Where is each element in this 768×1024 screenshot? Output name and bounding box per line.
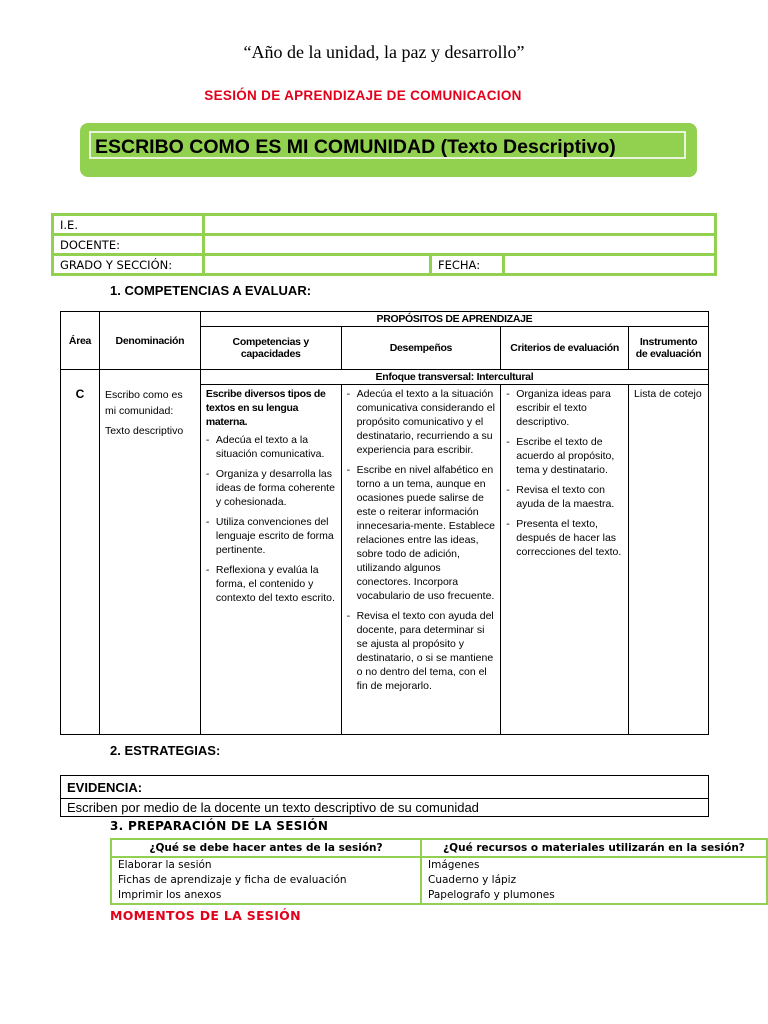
instrumento-value: Lista de cotejo [629, 385, 709, 735]
moments-title: MOMENTOS DE LA SESIÓN [110, 908, 301, 923]
prep-col1-header: ¿Qué se debe hacer antes de la sesión? [111, 839, 421, 857]
fecha-label: FECHA: [431, 255, 504, 275]
competencia-title: Escribe diversos tipos de textos en su lengua materna. [205, 388, 326, 428]
banner-title: ESCRIBO COMO ES MI COMUNIDAD (Texto Descriptivo) [89, 131, 686, 159]
denominacion-line-1: Escribo como es mi comunidad: [104, 388, 183, 417]
header-propositos: PROPÓSITOS DE APRENDIZAJE [200, 312, 708, 327]
criterios-cell [501, 385, 629, 735]
preparacion-table [110, 838, 768, 905]
list-item: - Adecúa el texto a la situación comunicativa. [216, 433, 336, 461]
list-item: - Revisa el texto con ayuda del docente, para determinar si se ajusta al propósito y destinatario, o si se mantiene o no dentro del tema, con el fin de mejorarlo. [357, 609, 496, 693]
denominacion-line-2: Texto descriptivo [104, 424, 184, 437]
list-item: - Escribe en nivel alfabético en torno a un tema, aunque en ocasiones puede salirse de este o reiterar información innecesaria-mente. Establece relaciones entre las ideas, sobre todo de adición, utilizando algunos conectores. Incorpora vocabulario de uso frecuente. [357, 463, 496, 603]
ie-label: I.E. [53, 215, 204, 235]
list-item: Elaborar la sesión [118, 859, 212, 871]
list-item: Cuaderno y lápiz [428, 874, 517, 886]
header-denominacion: Denominación [99, 312, 200, 370]
list-item: Fichas de aprendizaje y ficha de evaluación [118, 874, 347, 886]
document-motto: “Año de la unidad, la paz y desarrollo” [243, 42, 525, 62]
list-item: - Organiza y desarrolla las ideas de forma coherente y cohesionada. [216, 467, 336, 509]
section-3-title: 3. PREPARACIÓN DE LA SESIÓN [110, 819, 329, 833]
evidencia-table [60, 775, 709, 817]
list-item: - Presenta el texto, después de hacer las correcciones del texto. [516, 517, 623, 559]
header-area: Área [61, 312, 100, 370]
docente-label: DOCENTE: [53, 235, 204, 255]
enfoque-transversal: Enfoque transversal: Intercultural [200, 370, 708, 385]
list-item: - Organiza ideas para escribir el texto descriptivo. [516, 387, 623, 429]
list-item: - Utiliza convenciones del lenguaje escrito de forma pertinente. [216, 515, 336, 557]
prep-col2-header: ¿Qué recursos o materiales utilizarán en la sesión? [421, 839, 767, 857]
prep-col2-cell [421, 857, 767, 904]
list-item: Imágenes [428, 859, 480, 871]
ie-value [204, 215, 716, 235]
section-2-title: 2. ESTRATEGIAS: [110, 743, 221, 758]
header-competencias: Competencias y capacidades [200, 327, 341, 370]
list-item: Papelografo y plumones [428, 889, 555, 901]
header-instrumento: Instrumento de evaluación [629, 327, 709, 370]
competencias-table [60, 311, 709, 735]
list-item: - Revisa el texto con ayuda de la maestra. [516, 483, 623, 511]
header-criterios: Criterios de evaluación [501, 327, 629, 370]
area-value: C [61, 385, 100, 735]
section-1-title: 1. COMPETENCIAS A EVALUAR: [110, 283, 312, 298]
evidencia-label: EVIDENCIA: [61, 776, 709, 799]
evidencia-text: Escriben por medio de la docente un texto descriptivo de su comunidad [61, 799, 709, 817]
grado-label: GRADO Y SECCIÓN: [53, 255, 204, 275]
docente-value [204, 235, 716, 255]
prep-col1-cell [111, 857, 421, 904]
list-item: - Adecúa el texto a la situación comunicativa considerando el propósito comunicativo y el destinatario, recurriendo a su experiencia para escribir. [357, 387, 496, 457]
desempenos-cell [341, 385, 501, 735]
denominacion-cell [99, 385, 200, 735]
header-desempenos: Desempeños [341, 327, 501, 370]
list-item: - Reflexiona y evalúa la forma, el contenido y contexto del texto escrito. [216, 563, 336, 605]
title-banner [80, 123, 697, 177]
list-item: - Escribe el texto de acuerdo al propósito, tema y destinatario. [516, 435, 623, 477]
list-item: Imprimir los anexos [118, 889, 222, 901]
fecha-value [504, 255, 716, 275]
competencias-cell [200, 385, 341, 735]
session-title: SESIÓN DE APRENDIZAJE DE COMUNICACION [204, 88, 522, 103]
info-table [51, 213, 717, 276]
grado-value [204, 255, 431, 275]
